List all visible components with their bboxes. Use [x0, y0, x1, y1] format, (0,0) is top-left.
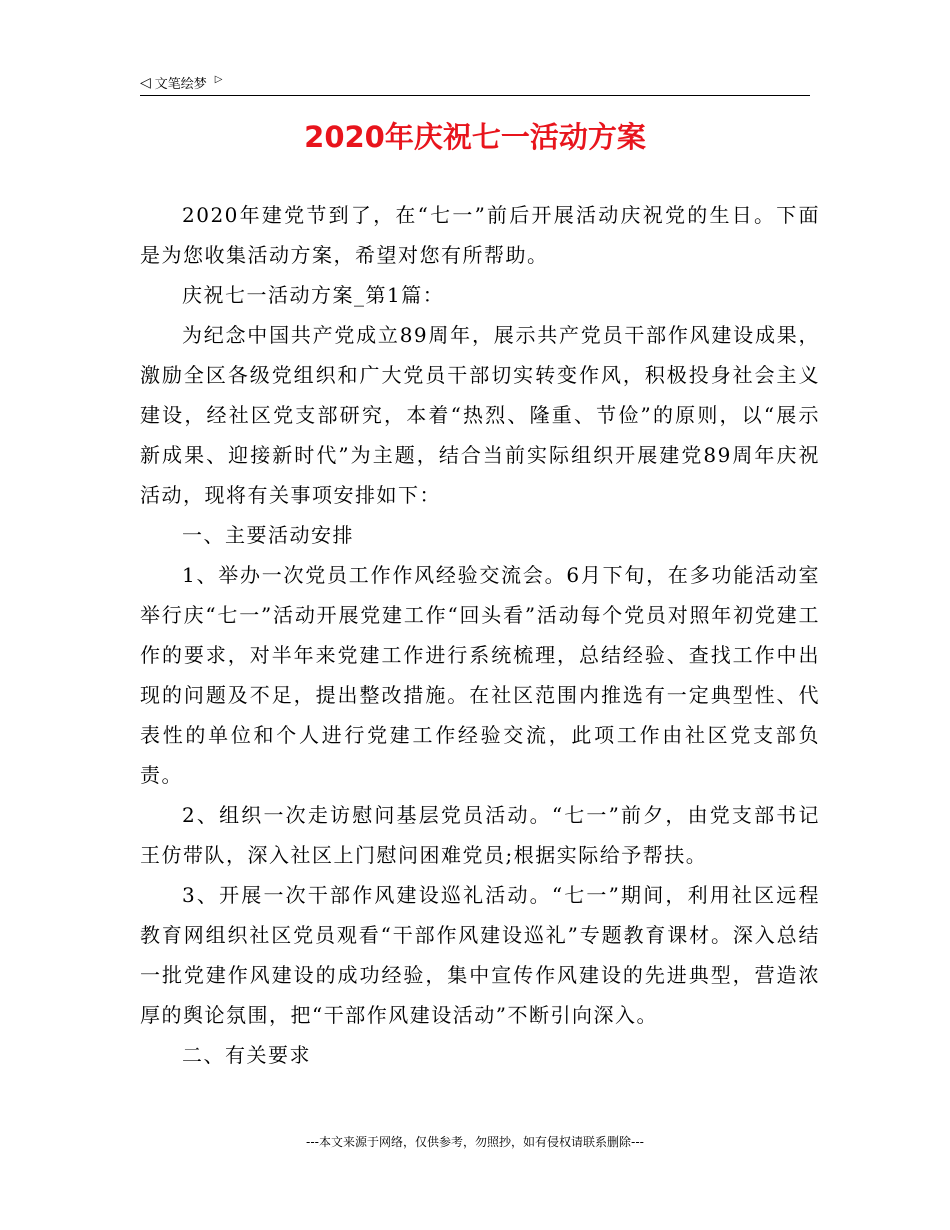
paragraph-item-2: 2、组织一次走访慰问基层党员活动。“七一”前夕，由党支部书记王仿带队，深入社区上门慰问困难党员;根据实际给予帮扶。 [140, 803, 820, 867]
paragraph-item-1: 1、举办一次党员工作作风经验交流会。6月下旬，在多功能活动室举行庆“七一”活动开展党建工作“回头看”活动每个党员对照年初党建工作的要求，对半年来党建工作进行系统梳理，总结经验、查找工作中出现的问题及不足，提出整改措施。在社区范围内推选有一定典型性、代表性的单位和个人进行党建工作经验交流，此项工作由社区党支部负责。 [140, 563, 820, 787]
paragraph-purpose: 为纪念中国共产党成立89周年，展示共产党员干部作风建设成果，激励全区各级党组织和广大党员干部切实转变作风，积极投身社会主义建设，经社区党支部研究，本着“热烈、隆重、节俭”的原则，以“展示新成果、迎接新时代”为主题，结合当前实际组织开展建党89周年庆祝活动，现将有关事项安排如下： [140, 323, 820, 507]
footer-disclaimer: ---本文来源于网络，仅供参考，勿照抄，如有侵权请联系删除--- [306, 1135, 644, 1149]
triangle-left-icon: ◁ [140, 74, 151, 91]
document-body [140, 195, 820, 1075]
brand-name: 文笔绘梦 [154, 77, 207, 92]
paragraph-item-3: 3、开展一次干部作风建设巡礼活动。“七一”期间，利用社区远程教育网组织社区党员观看“干部作风建设巡礼”专题教育课材。深入总结一批党建作风建设的成功经验，集中宣传作风建设的先进典型，营造浓厚的舆论氛围，把“干部作风建设活动”不断引向深入。 [140, 883, 820, 1027]
triangle-right-icon: ▷ [214, 73, 223, 85]
page-header [140, 70, 810, 96]
heading-main-activities: 一、主要活动安排 [182, 523, 354, 547]
paragraph-intro: 2020年建党节到了，在“七一”前后开展活动庆祝党的生日。下面是为您收集活动方案，希望对您有所帮助。 [140, 203, 820, 267]
paragraph-section-label: 庆祝七一活动方案_第1篇： [182, 283, 445, 307]
document-title: 2020年庆祝七一活动方案 [304, 120, 646, 154]
heading-requirements: 二、有关要求 [182, 1043, 311, 1067]
